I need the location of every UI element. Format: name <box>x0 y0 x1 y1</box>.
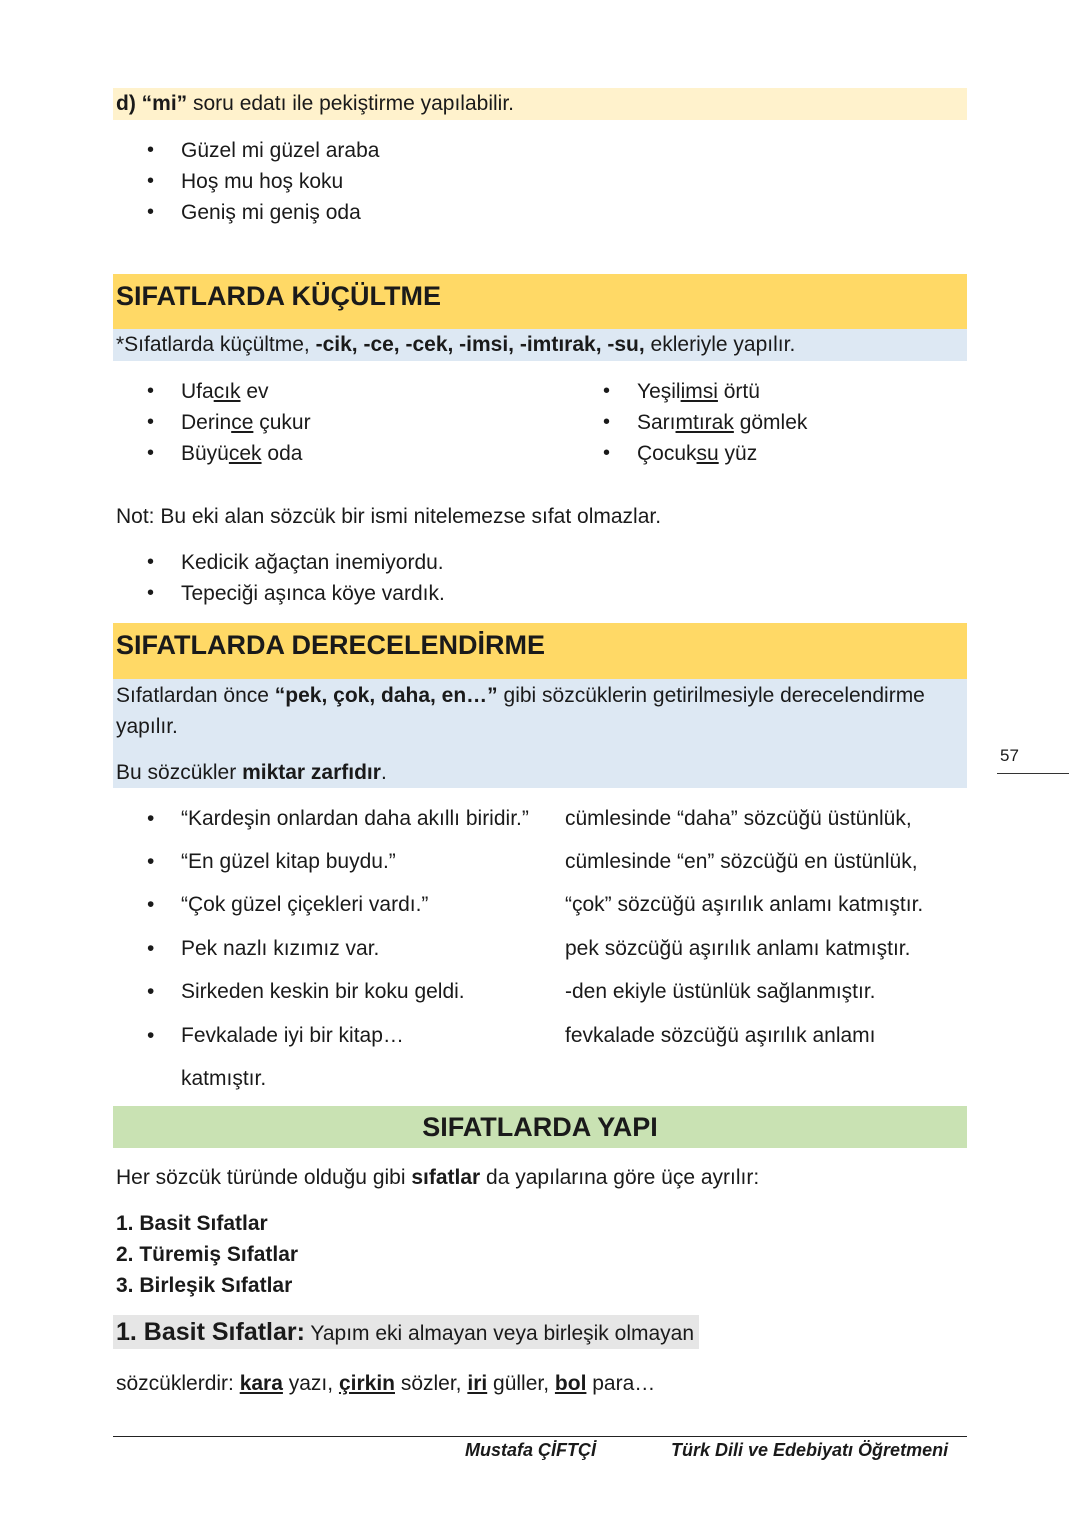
footer-rule <box>113 1436 967 1437</box>
yapi-intro <box>116 1162 759 1194</box>
example-stem: Çocuk <box>637 442 697 465</box>
explanation: cümlesinde “daha” sözcüğü üstünlük, <box>565 807 912 830</box>
example-noun: çukur <box>253 411 311 434</box>
table-row <box>113 970 967 1013</box>
example-noun: oda <box>261 442 303 465</box>
example-stem: Derin <box>181 411 232 434</box>
kucultme-right-examples <box>569 376 807 469</box>
zarf-pre: Bu sözcükler <box>116 761 243 784</box>
bullet: • <box>147 937 155 960</box>
yapi-intro-pre: Her sözcük türünde olduğu gibi <box>116 1166 412 1189</box>
list-item: • Geniş mi geniş oda <box>113 197 379 228</box>
kucultme-note-examples <box>113 547 445 609</box>
example-noun: gömlek <box>733 411 808 434</box>
explanation: fevkalade sözcüğü aşırılık anlamı <box>565 1024 876 1047</box>
derecelendirme-heading: SIFATLARDA DERECELENDİRME <box>113 623 967 679</box>
bullet: • <box>147 893 155 916</box>
example-stem: Yeşil <box>637 380 681 403</box>
example-word: iri <box>467 1372 488 1395</box>
list-item: • Hoş mu hoş koku <box>113 166 379 197</box>
section-d-quote: “mi” <box>141 92 188 115</box>
section-d-prefix: d) <box>116 92 142 115</box>
list-item: • Güzel mi güzel araba <box>113 135 379 166</box>
example-word: çirkin <box>338 1372 395 1395</box>
kucultme-suffixes: -cik, -ce, -cek, -imsi, -imtırak, -su, <box>315 333 645 356</box>
list-item <box>113 438 311 469</box>
explanation: -den ekiyle üstünlük sağlanmıştır. <box>565 980 876 1003</box>
intro-bold: “pek, çok, daha, en…” <box>274 684 498 707</box>
derecelendirme-intro <box>113 679 967 788</box>
intro-pre: Sıfatlardan önce <box>116 684 275 707</box>
intro-post: gibi sözcüklerin getirilmesiyle derecelendirme <box>497 684 925 707</box>
section-d-examples <box>113 135 379 228</box>
example-sentence: Pek nazlı kızımız var. <box>181 937 380 960</box>
footer-author: Mustafa ÇİFTÇİ <box>465 1440 597 1460</box>
example-stem: Ufa <box>181 380 214 403</box>
kucultme-intro-prefix: *Sıfatlarda küçültme, <box>116 333 316 356</box>
section-d-rest: soru edatı ile pekiştirme yapılabilir. <box>187 92 514 115</box>
example-noun: yüz <box>718 442 758 465</box>
bullet: • <box>147 807 155 830</box>
example-word: kara <box>239 1372 283 1395</box>
kucultme-left-examples <box>113 376 311 469</box>
yapi-types <box>116 1208 298 1301</box>
kucultme-intro <box>113 329 967 361</box>
example-rest: para… <box>586 1372 656 1395</box>
example-word: bol <box>554 1372 587 1395</box>
list-item: 2. Türemiş Sıfatlar <box>116 1243 299 1266</box>
footer-title: Türk Dili ve Edebiyatı Öğretmeni <box>671 1440 949 1460</box>
yapi-heading <box>113 1106 967 1148</box>
kucultme-intro-rest: ekleriyle yapılır. <box>644 333 796 356</box>
derecelendirme-zarf <box>116 757 967 788</box>
table-row <box>113 797 967 840</box>
list-item <box>113 376 311 407</box>
example-noun: örtü <box>717 380 760 403</box>
list-item: • Tepeciği aşınca köye vardık. <box>113 578 445 609</box>
page-number: 57 <box>1000 746 1019 765</box>
table-row <box>113 883 967 926</box>
yapi-heading-text: SIFATLARDA YAPI <box>422 1112 658 1142</box>
example-suffix: su <box>696 442 719 465</box>
list-item <box>569 407 807 438</box>
yapi-intro-bold: sıfatlar <box>411 1166 481 1189</box>
list-item <box>569 438 807 469</box>
example-sentence: Fevkalade iyi bir kitap… <box>181 1024 404 1047</box>
basit-def: Yapım eki almayan veya birleşik olmayan <box>304 1322 695 1345</box>
bullet: • <box>147 850 155 873</box>
section-d-line <box>113 88 967 120</box>
example-rest: yazı, <box>282 1372 339 1395</box>
example-sentence: “Çok güzel çiçekleri vardı.” <box>181 893 429 916</box>
wrap-text: katmıştır. <box>181 1067 267 1090</box>
example-rest: güller, <box>487 1372 555 1395</box>
kucultme-note: Not: Bu eki alan sözcük bir ismi nitelemezse sıfat olmazlar. <box>116 505 662 528</box>
example-sentence: Sirkeden keskin bir koku geldi. <box>181 980 465 1003</box>
list-item <box>569 376 807 407</box>
list-item: • Kedicik ağaçtan inemiyordu. <box>113 547 445 578</box>
example-sentence: “En güzel kitap buydu.” <box>181 850 396 873</box>
example-suffix: ce <box>231 411 254 434</box>
page-number-rule <box>997 773 1069 774</box>
example-sentence: “Kardeşin onlardan daha akıllı biridir.” <box>181 807 529 830</box>
basit-examples <box>116 1368 655 1400</box>
table-row <box>113 927 967 970</box>
yapi-intro-post: da yapılarına göre üçe ayrılır: <box>480 1166 760 1189</box>
list-item: 1. Basit Sıfatlar <box>116 1212 268 1235</box>
table-row <box>113 840 967 883</box>
derecelendirme-intro-line2: yapılır. <box>116 715 178 738</box>
basit-line2-pre: sözcüklerdir: <box>116 1372 240 1395</box>
kucultme-heading: SIFATLARDA KÜÇÜLTME <box>113 274 967 329</box>
example-suffix: cek <box>228 442 262 465</box>
explanation: cümlesinde “en” sözcüğü en üstünlük, <box>565 850 918 873</box>
example-suffix: imsi <box>680 380 718 403</box>
example-stem: Büyü <box>181 442 229 465</box>
example-stem: Sarı <box>637 411 676 434</box>
table-row <box>113 1014 967 1057</box>
list-item: 3. Birleşik Sıfatlar <box>116 1274 293 1297</box>
basit-definition <box>113 1315 699 1349</box>
zarf-post: . <box>380 761 387 784</box>
list-item <box>113 407 311 438</box>
example-suffix: mtırak <box>675 411 734 434</box>
basit-title: 1. Basit Sıfatlar: <box>116 1318 305 1346</box>
example-rest: sözler, <box>394 1372 468 1395</box>
bullet: • <box>147 980 155 1003</box>
explanation: “çok” sözcüğü aşırılık anlamı katmıştır. <box>565 893 924 916</box>
derecelendirme-intro-line1 <box>116 680 967 711</box>
bullet: • <box>147 1024 155 1047</box>
zarf-bold: miktar zarfıdır <box>242 761 381 784</box>
explanation: pek sözcüğü aşırılık anlamı katmıştır. <box>565 937 911 960</box>
example-noun: ev <box>240 380 269 403</box>
example-suffix: cık <box>213 380 241 403</box>
